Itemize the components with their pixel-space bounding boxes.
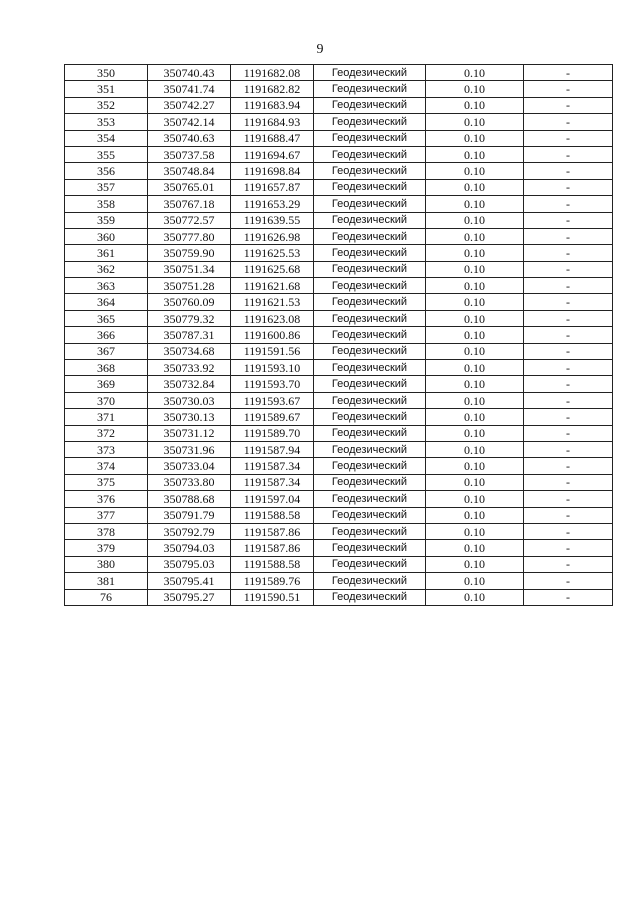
table-row (65, 310, 613, 326)
accuracy-cell: 0.10 (426, 65, 524, 81)
table-row (65, 523, 613, 539)
accuracy-cell: 0.10 (426, 327, 524, 343)
note-cell: - (524, 294, 613, 310)
note-cell: - (524, 589, 613, 605)
accuracy-cell: 0.10 (426, 392, 524, 408)
note-cell: - (524, 114, 613, 130)
x-coordinate-cell: 350791.79 (148, 507, 231, 523)
x-coordinate-cell: 350733.04 (148, 458, 231, 474)
x-coordinate-cell: 350772.57 (148, 212, 231, 228)
accuracy-cell: 0.10 (426, 196, 524, 212)
y-coordinate-cell: 1191621.53 (231, 294, 314, 310)
x-coordinate-cell: 350787.31 (148, 327, 231, 343)
accuracy-cell: 0.10 (426, 278, 524, 294)
point-number-cell: 377 (65, 507, 148, 523)
x-coordinate-cell: 350737.58 (148, 146, 231, 162)
accuracy-cell: 0.10 (426, 409, 524, 425)
table-row (65, 441, 613, 457)
y-coordinate-cell: 1191653.29 (231, 196, 314, 212)
point-number-cell: 363 (65, 278, 148, 294)
y-coordinate-cell: 1191698.84 (231, 163, 314, 179)
x-coordinate-cell: 350751.28 (148, 278, 231, 294)
x-coordinate-cell: 350741.74 (148, 81, 231, 97)
table-row (65, 278, 613, 294)
point-number-cell: 364 (65, 294, 148, 310)
accuracy-cell: 0.10 (426, 179, 524, 195)
y-coordinate-cell: 1191682.82 (231, 81, 314, 97)
y-coordinate-cell: 1191600.86 (231, 327, 314, 343)
accuracy-cell: 0.10 (426, 212, 524, 228)
table-row (65, 540, 613, 556)
method-cell: Геодезический (314, 146, 426, 162)
note-cell: - (524, 523, 613, 539)
table-row (65, 65, 613, 81)
note-cell: - (524, 360, 613, 376)
note-cell: - (524, 130, 613, 146)
y-coordinate-cell: 1191626.98 (231, 228, 314, 244)
y-coordinate-cell: 1191597.04 (231, 491, 314, 507)
table-row (65, 212, 613, 228)
x-coordinate-cell: 350779.32 (148, 310, 231, 326)
accuracy-cell: 0.10 (426, 425, 524, 441)
method-cell: Геодезический (314, 245, 426, 261)
note-cell: - (524, 343, 613, 359)
accuracy-cell: 0.10 (426, 441, 524, 457)
method-cell: Геодезический (314, 376, 426, 392)
method-cell: Геодезический (314, 343, 426, 359)
note-cell: - (524, 474, 613, 490)
point-number-cell: 374 (65, 458, 148, 474)
method-cell: Геодезический (314, 458, 426, 474)
method-cell: Геодезический (314, 310, 426, 326)
y-coordinate-cell: 1191590.51 (231, 589, 314, 605)
y-coordinate-cell: 1191589.70 (231, 425, 314, 441)
point-number-cell: 359 (65, 212, 148, 228)
y-coordinate-cell: 1191621.68 (231, 278, 314, 294)
point-number-cell: 357 (65, 179, 148, 195)
y-coordinate-cell: 1191587.86 (231, 540, 314, 556)
note-cell: - (524, 163, 613, 179)
table-row (65, 196, 613, 212)
point-number-cell: 373 (65, 441, 148, 457)
table-row (65, 589, 613, 605)
method-cell: Геодезический (314, 163, 426, 179)
x-coordinate-cell: 350732.84 (148, 376, 231, 392)
point-number-cell: 378 (65, 523, 148, 539)
y-coordinate-cell: 1191625.68 (231, 261, 314, 277)
note-cell: - (524, 458, 613, 474)
point-number-cell: 358 (65, 196, 148, 212)
table-row (65, 392, 613, 408)
point-number-cell: 352 (65, 97, 148, 113)
y-coordinate-cell: 1191623.08 (231, 310, 314, 326)
note-cell: - (524, 81, 613, 97)
note-cell: - (524, 212, 613, 228)
table-row (65, 81, 613, 97)
note-cell: - (524, 556, 613, 572)
x-coordinate-cell: 350760.09 (148, 294, 231, 310)
table-row (65, 491, 613, 507)
page-number: 9 (316, 42, 324, 57)
method-cell: Геодезический (314, 261, 426, 277)
note-cell: - (524, 409, 613, 425)
point-number-cell: 351 (65, 81, 148, 97)
table-row (65, 97, 613, 113)
x-coordinate-cell: 350740.43 (148, 65, 231, 81)
accuracy-cell: 0.10 (426, 245, 524, 261)
note-cell: - (524, 507, 613, 523)
accuracy-cell: 0.10 (426, 146, 524, 162)
point-number-cell: 370 (65, 392, 148, 408)
note-cell: - (524, 179, 613, 195)
method-cell: Геодезический (314, 441, 426, 457)
accuracy-cell: 0.10 (426, 343, 524, 359)
accuracy-cell: 0.10 (426, 114, 524, 130)
y-coordinate-cell: 1191684.93 (231, 114, 314, 130)
point-number-cell: 371 (65, 409, 148, 425)
method-cell: Геодезический (314, 491, 426, 507)
point-number-cell: 369 (65, 376, 148, 392)
accuracy-cell: 0.10 (426, 376, 524, 392)
method-cell: Геодезический (314, 523, 426, 539)
table-row (65, 130, 613, 146)
x-coordinate-cell: 350767.18 (148, 196, 231, 212)
accuracy-cell: 0.10 (426, 261, 524, 277)
method-cell: Геодезический (314, 81, 426, 97)
table-row (65, 343, 613, 359)
method-cell: Геодезический (314, 360, 426, 376)
point-number-cell: 360 (65, 228, 148, 244)
method-cell: Геодезический (314, 327, 426, 343)
table-row (65, 573, 613, 589)
x-coordinate-cell: 350795.41 (148, 573, 231, 589)
note-cell: - (524, 228, 613, 244)
y-coordinate-cell: 1191688.47 (231, 130, 314, 146)
x-coordinate-cell: 350734.68 (148, 343, 231, 359)
accuracy-cell: 0.10 (426, 458, 524, 474)
x-coordinate-cell: 350731.96 (148, 441, 231, 457)
y-coordinate-cell: 1191593.10 (231, 360, 314, 376)
accuracy-cell: 0.10 (426, 81, 524, 97)
accuracy-cell: 0.10 (426, 310, 524, 326)
point-number-cell: 355 (65, 146, 148, 162)
table-row (65, 425, 613, 441)
accuracy-cell: 0.10 (426, 97, 524, 113)
point-number-cell: 367 (65, 343, 148, 359)
table-row (65, 376, 613, 392)
note-cell: - (524, 376, 613, 392)
table-row (65, 294, 613, 310)
point-number-cell: 350 (65, 65, 148, 81)
note-cell: - (524, 310, 613, 326)
accuracy-cell: 0.10 (426, 294, 524, 310)
note-cell: - (524, 261, 613, 277)
point-number-cell: 356 (65, 163, 148, 179)
method-cell: Геодезический (314, 556, 426, 572)
x-coordinate-cell: 350795.03 (148, 556, 231, 572)
method-cell: Геодезический (314, 392, 426, 408)
coordinates-table-body (65, 65, 613, 606)
method-cell: Геодезический (314, 425, 426, 441)
point-number-cell: 381 (65, 573, 148, 589)
note-cell: - (524, 327, 613, 343)
method-cell: Геодезический (314, 228, 426, 244)
note-cell: - (524, 97, 613, 113)
method-cell: Геодезический (314, 196, 426, 212)
y-coordinate-cell: 1191588.58 (231, 556, 314, 572)
table-row (65, 360, 613, 376)
point-number-cell: 376 (65, 491, 148, 507)
coordinates-table (64, 64, 613, 606)
method-cell: Геодезический (314, 573, 426, 589)
note-cell: - (524, 196, 613, 212)
x-coordinate-cell: 350742.14 (148, 114, 231, 130)
x-coordinate-cell: 350751.34 (148, 261, 231, 277)
method-cell: Геодезический (314, 97, 426, 113)
accuracy-cell: 0.10 (426, 163, 524, 179)
point-number-cell: 379 (65, 540, 148, 556)
point-number-cell: 375 (65, 474, 148, 490)
note-cell: - (524, 146, 613, 162)
table-row (65, 474, 613, 490)
table-row (65, 261, 613, 277)
y-coordinate-cell: 1191589.76 (231, 573, 314, 589)
method-cell: Геодезический (314, 540, 426, 556)
table-row (65, 458, 613, 474)
accuracy-cell: 0.10 (426, 573, 524, 589)
method-cell: Геодезический (314, 409, 426, 425)
table-row (65, 507, 613, 523)
table-row (65, 179, 613, 195)
y-coordinate-cell: 1191639.55 (231, 212, 314, 228)
note-cell: - (524, 540, 613, 556)
accuracy-cell: 0.10 (426, 507, 524, 523)
table-row (65, 409, 613, 425)
point-number-cell: 366 (65, 327, 148, 343)
x-coordinate-cell: 350730.13 (148, 409, 231, 425)
point-number-cell: 372 (65, 425, 148, 441)
method-cell: Геодезический (314, 179, 426, 195)
y-coordinate-cell: 1191587.86 (231, 523, 314, 539)
method-cell: Геодезический (314, 212, 426, 228)
accuracy-cell: 0.10 (426, 474, 524, 490)
table-row (65, 327, 613, 343)
y-coordinate-cell: 1191682.08 (231, 65, 314, 81)
y-coordinate-cell: 1191657.87 (231, 179, 314, 195)
note-cell: - (524, 491, 613, 507)
x-coordinate-cell: 350795.27 (148, 589, 231, 605)
y-coordinate-cell: 1191591.56 (231, 343, 314, 359)
method-cell: Геодезический (314, 589, 426, 605)
point-number-cell: 365 (65, 310, 148, 326)
table-row (65, 228, 613, 244)
accuracy-cell: 0.10 (426, 523, 524, 539)
x-coordinate-cell: 350733.80 (148, 474, 231, 490)
x-coordinate-cell: 350794.03 (148, 540, 231, 556)
y-coordinate-cell: 1191593.67 (231, 392, 314, 408)
accuracy-cell: 0.10 (426, 556, 524, 572)
x-coordinate-cell: 350792.79 (148, 523, 231, 539)
point-number-cell: 380 (65, 556, 148, 572)
x-coordinate-cell: 350748.84 (148, 163, 231, 179)
x-coordinate-cell: 350765.01 (148, 179, 231, 195)
table-row (65, 556, 613, 572)
x-coordinate-cell: 350731.12 (148, 425, 231, 441)
y-coordinate-cell: 1191589.67 (231, 409, 314, 425)
point-number-cell: 362 (65, 261, 148, 277)
note-cell: - (524, 245, 613, 261)
x-coordinate-cell: 350788.68 (148, 491, 231, 507)
x-coordinate-cell: 350730.03 (148, 392, 231, 408)
point-number-cell: 76 (65, 589, 148, 605)
table-row (65, 245, 613, 261)
method-cell: Геодезический (314, 65, 426, 81)
accuracy-cell: 0.10 (426, 589, 524, 605)
point-number-cell: 368 (65, 360, 148, 376)
accuracy-cell: 0.10 (426, 360, 524, 376)
x-coordinate-cell: 350759.90 (148, 245, 231, 261)
note-cell: - (524, 65, 613, 81)
x-coordinate-cell: 350742.27 (148, 97, 231, 113)
note-cell: - (524, 425, 613, 441)
method-cell: Геодезический (314, 294, 426, 310)
accuracy-cell: 0.10 (426, 228, 524, 244)
accuracy-cell: 0.10 (426, 130, 524, 146)
table-row (65, 163, 613, 179)
y-coordinate-cell: 1191587.34 (231, 474, 314, 490)
method-cell: Геодезический (314, 278, 426, 294)
accuracy-cell: 0.10 (426, 491, 524, 507)
accuracy-cell: 0.10 (426, 540, 524, 556)
note-cell: - (524, 392, 613, 408)
note-cell: - (524, 278, 613, 294)
y-coordinate-cell: 1191625.53 (231, 245, 314, 261)
note-cell: - (524, 441, 613, 457)
x-coordinate-cell: 350733.92 (148, 360, 231, 376)
method-cell: Геодезический (314, 507, 426, 523)
table-row (65, 114, 613, 130)
method-cell: Геодезический (314, 114, 426, 130)
table-row (65, 146, 613, 162)
y-coordinate-cell: 1191593.70 (231, 376, 314, 392)
y-coordinate-cell: 1191587.34 (231, 458, 314, 474)
x-coordinate-cell: 350777.80 (148, 228, 231, 244)
note-cell: - (524, 573, 613, 589)
y-coordinate-cell: 1191587.94 (231, 441, 314, 457)
method-cell: Геодезический (314, 474, 426, 490)
x-coordinate-cell: 350740.63 (148, 130, 231, 146)
y-coordinate-cell: 1191588.58 (231, 507, 314, 523)
y-coordinate-cell: 1191694.67 (231, 146, 314, 162)
method-cell: Геодезический (314, 130, 426, 146)
point-number-cell: 361 (65, 245, 148, 261)
point-number-cell: 354 (65, 130, 148, 146)
y-coordinate-cell: 1191683.94 (231, 97, 314, 113)
point-number-cell: 353 (65, 114, 148, 130)
